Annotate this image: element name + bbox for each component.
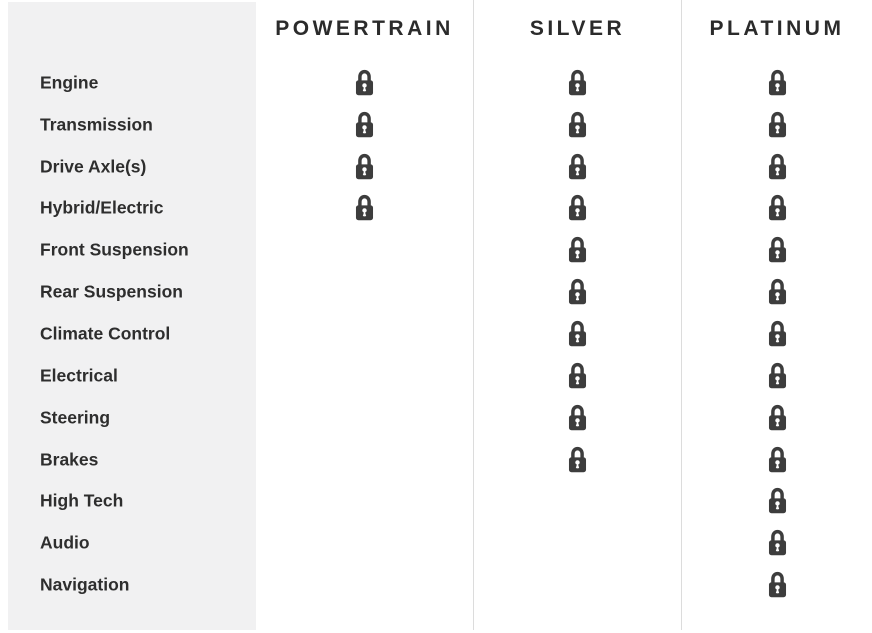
lock-icon bbox=[566, 445, 589, 475]
coverage-cell bbox=[474, 397, 681, 439]
coverage-cell bbox=[256, 480, 473, 522]
lock-icon bbox=[766, 235, 789, 265]
lock-icon bbox=[766, 110, 789, 140]
feature-label: Drive Axle(s) bbox=[40, 156, 147, 177]
plan-column-header-platinum: PLATINUM bbox=[709, 17, 845, 40]
coverage-cell bbox=[474, 146, 681, 188]
coverage-cell bbox=[474, 229, 681, 271]
plan-column-header-powertrain: POWERTRAIN bbox=[275, 17, 454, 40]
lock-icon bbox=[566, 152, 589, 182]
coverage-cell bbox=[256, 522, 473, 564]
coverage-cell bbox=[474, 188, 681, 230]
coverage-cell bbox=[474, 439, 681, 481]
table-row bbox=[0, 146, 872, 188]
coverage-cell bbox=[682, 104, 872, 146]
feature-label: Hybrid/Electric bbox=[40, 197, 164, 218]
coverage-cell bbox=[256, 439, 473, 481]
coverage-cell bbox=[682, 146, 872, 188]
lock-icon bbox=[766, 68, 789, 98]
coverage-cell bbox=[256, 146, 473, 188]
coverage-cell bbox=[474, 355, 681, 397]
coverage-cell bbox=[256, 355, 473, 397]
feature-label: Front Suspension bbox=[40, 239, 189, 260]
coverage-cell bbox=[256, 229, 473, 271]
table-row bbox=[0, 522, 872, 564]
feature-rows bbox=[0, 62, 872, 606]
coverage-cell bbox=[474, 522, 681, 564]
coverage-cell bbox=[682, 62, 872, 104]
table-row bbox=[0, 229, 872, 271]
coverage-cell bbox=[682, 271, 872, 313]
table-row bbox=[0, 397, 872, 439]
lock-icon bbox=[566, 110, 589, 140]
coverage-cell bbox=[474, 271, 681, 313]
lock-icon bbox=[766, 486, 789, 516]
coverage-cell bbox=[256, 104, 473, 146]
feature-label: Steering bbox=[40, 407, 111, 428]
lock-icon bbox=[566, 277, 589, 307]
coverage-cell bbox=[682, 439, 872, 481]
coverage-cell bbox=[682, 355, 872, 397]
feature-label: Brakes bbox=[40, 449, 99, 470]
coverage-cell bbox=[474, 564, 681, 606]
coverage-cell bbox=[682, 480, 872, 522]
lock-icon bbox=[766, 445, 789, 475]
coverage-cell bbox=[256, 397, 473, 439]
coverage-cell bbox=[474, 104, 681, 146]
lock-icon bbox=[766, 528, 789, 558]
feature-label: Transmission bbox=[40, 114, 153, 135]
coverage-cell bbox=[682, 229, 872, 271]
feature-label: Audio bbox=[40, 532, 90, 553]
lock-icon bbox=[566, 235, 589, 265]
coverage-cell bbox=[682, 313, 872, 355]
table-row bbox=[0, 480, 872, 522]
table-row bbox=[0, 313, 872, 355]
lock-icon bbox=[353, 152, 376, 182]
coverage-cell bbox=[682, 564, 872, 606]
lock-icon bbox=[766, 361, 789, 391]
coverage-cell bbox=[256, 313, 473, 355]
lock-icon bbox=[566, 68, 589, 98]
lock-icon bbox=[766, 319, 789, 349]
lock-icon bbox=[766, 152, 789, 182]
coverage-cell bbox=[256, 564, 473, 606]
lock-icon bbox=[566, 361, 589, 391]
lock-icon bbox=[766, 403, 789, 433]
lock-icon bbox=[566, 193, 589, 223]
table-row bbox=[0, 439, 872, 481]
coverage-cell bbox=[256, 62, 473, 104]
coverage-cell bbox=[474, 62, 681, 104]
coverage-cell bbox=[682, 188, 872, 230]
lock-icon bbox=[766, 277, 789, 307]
coverage-cell bbox=[256, 271, 473, 313]
feature-label: Navigation bbox=[40, 574, 130, 595]
table-row bbox=[0, 104, 872, 146]
feature-label: Climate Control bbox=[40, 323, 171, 344]
coverage-cell bbox=[474, 480, 681, 522]
coverage-cell bbox=[256, 188, 473, 230]
lock-icon bbox=[353, 193, 376, 223]
plan-column-header-silver: SILVER bbox=[529, 17, 626, 40]
plan-header-row bbox=[0, 9, 872, 49]
coverage-cell bbox=[474, 313, 681, 355]
feature-label: High Tech bbox=[40, 490, 124, 511]
lock-icon bbox=[353, 110, 376, 140]
table-row bbox=[0, 564, 872, 606]
coverage-cell bbox=[682, 397, 872, 439]
feature-label: Engine bbox=[40, 72, 99, 93]
lock-icon bbox=[766, 570, 789, 600]
lock-icon bbox=[566, 319, 589, 349]
table-row bbox=[0, 188, 872, 230]
lock-icon bbox=[566, 403, 589, 433]
table-row bbox=[0, 62, 872, 104]
table-row bbox=[0, 271, 872, 313]
coverage-cell bbox=[682, 522, 872, 564]
lock-icon bbox=[766, 193, 789, 223]
lock-icon bbox=[353, 68, 376, 98]
feature-label: Rear Suspension bbox=[40, 281, 183, 302]
feature-label: Electrical bbox=[40, 365, 118, 386]
table-row bbox=[0, 355, 872, 397]
